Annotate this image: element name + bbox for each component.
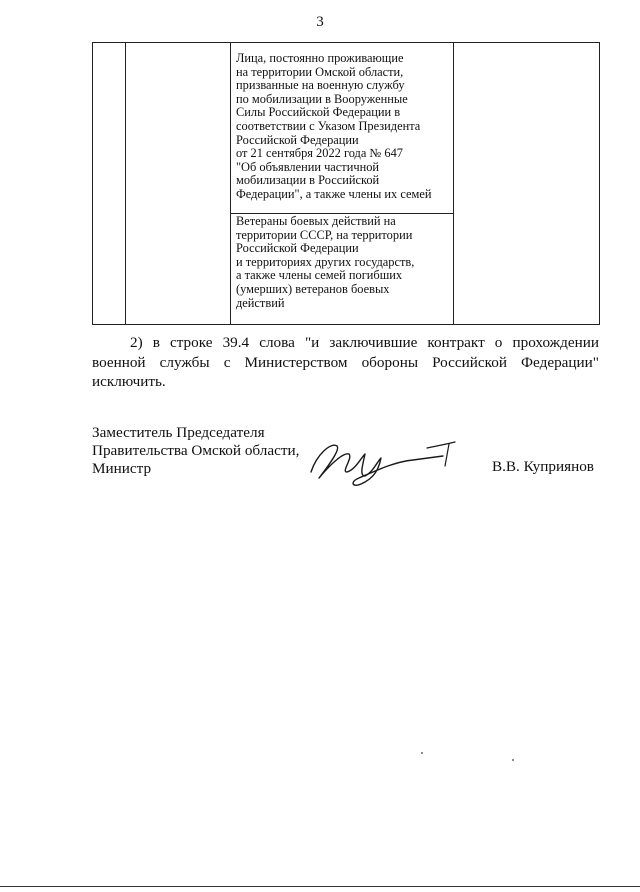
scan-speck: [512, 759, 514, 761]
signatory-position-line3: Министр: [92, 460, 152, 477]
category-text-mobilized: Лица, постоянно проживающие на территории Омской области, призванные на военную службу по мобилизации в Вооруженные Силы Российской Федерации в соответствии с Указом Президента Российской Федерации от 21 сентября 2022 года № 647 "Об объявлении частичной мобилизации в Российской Федерации", а также члены их семей: [236, 51, 432, 201]
signatory-position-line2: Правительства Омской области,: [92, 442, 300, 459]
scan-edge-line: [0, 886, 640, 887]
table-cell-category: [231, 43, 454, 214]
scan-speck: [421, 752, 423, 754]
table-cell-category: [231, 214, 454, 325]
table-cell-number: [93, 43, 126, 325]
signatory-position-line1: Заместитель Председателя: [92, 424, 265, 441]
signature-block: [92, 424, 299, 478]
benefits-table: [92, 42, 600, 325]
amendment-paragraph: 2) в строке 39.4 слова "и заключившие контракт о прохождении военной службы с Министерством обороны Российской Федерации" исключить.: [92, 334, 599, 390]
category-text-veterans: Ветераны боевых действий на территории СССР, на территории Российской Федерации и территориях других государств, а также члены семей погибших (умерших) ветеранов боевых действий: [236, 214, 415, 310]
page-number: 3: [316, 14, 324, 30]
table-row: [93, 43, 600, 214]
table-cell-note: [454, 43, 600, 325]
table-cell-code: [126, 43, 231, 325]
handwritten-signature-icon: [303, 432, 463, 490]
signatory-name: В.В. Куприянов: [492, 458, 594, 475]
